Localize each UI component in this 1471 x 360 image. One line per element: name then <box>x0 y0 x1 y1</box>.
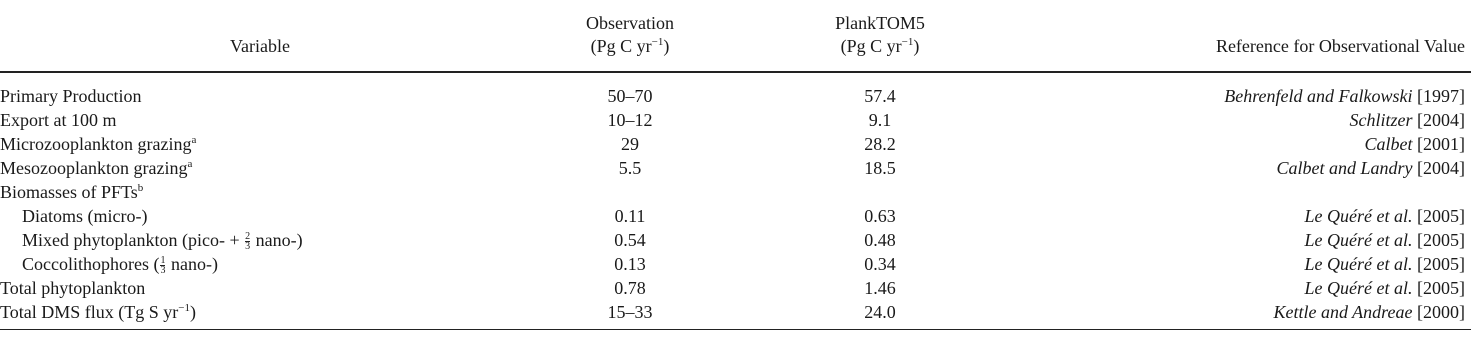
table-row <box>0 84 1471 108</box>
cell-reference: Le Quéré et al. [2005] <box>1304 254 1465 274</box>
table-row <box>0 252 1471 276</box>
cell-variable: Coccolithophores ( $\frac{1}{3}$ nano-) <box>22 254 218 277</box>
header-rule <box>0 71 1471 73</box>
cell-variable: Primary Production <box>0 86 142 106</box>
header-reference: Reference for Observational Value <box>1215 36 1465 56</box>
cell-model: 9.1 <box>868 110 892 130</box>
cell-observation: 15–33 <box>607 302 653 322</box>
cell-variable: Mixed phytoplankton (pico- + $\frac{2}{3}$ nano-) <box>22 230 303 253</box>
cell-observation: 0.11 <box>614 206 646 226</box>
cell-variable: Export at 100 m <box>0 110 117 130</box>
cell-observation: 29 <box>621 134 639 154</box>
header-observation-title: Observation <box>586 13 674 33</box>
table-row <box>0 108 1471 132</box>
cell-model: 28.2 <box>864 134 896 154</box>
cell-reference: Le Quéré et al. [2005] <box>1304 278 1465 298</box>
cell-variable: Total phytoplankton <box>0 278 146 298</box>
cell-reference: Calbet [2001] <box>1364 134 1465 154</box>
cell-reference: Calbet and Landry [2004] <box>1276 158 1465 178</box>
cell-reference: Le Quéré et al. [2005] <box>1304 206 1465 226</box>
header-model <box>790 12 970 58</box>
header-observation-unit: (Pg C $yr^{-1}$) <box>590 36 670 56</box>
table-row <box>0 204 1471 228</box>
cell-variable: Total DMS flux (Tg S $yr^{-1}$) <box>0 302 196 322</box>
cell-reference: Kettle and Andreae [2000] <box>1273 302 1465 322</box>
cell-reference: Le Quéré et al. [2005] <box>1304 230 1465 250</box>
cell-model: 18.5 <box>864 158 896 178</box>
table-row <box>0 132 1471 156</box>
cell-observation: 0.78 <box>614 278 646 298</box>
fraction-two-thirds: $\frac{2}{3}$ <box>245 231 251 253</box>
cell-observation: 5.5 <box>618 158 642 178</box>
cell-variable: Mesozooplankton grazing$^a$ <box>0 158 193 178</box>
cell-observation: 10–12 <box>607 110 653 130</box>
header-variable: Variable <box>230 36 290 56</box>
cell-observation: 50–70 <box>607 86 653 106</box>
table-header <box>0 0 1471 72</box>
cell-model: 1.46 <box>864 278 896 298</box>
cell-model: 57.4 <box>864 86 896 106</box>
table-row <box>0 276 1471 300</box>
cell-model: 0.63 <box>864 206 896 226</box>
table-row <box>0 180 1471 204</box>
cell-observation: 0.13 <box>614 254 646 274</box>
header-model-title: PlankTOM5 <box>835 13 925 33</box>
cell-model: 0.48 <box>864 230 896 250</box>
cell-model: 0.34 <box>864 254 896 274</box>
cell-variable: Biomasses of PFTs$^b$ <box>0 182 144 202</box>
table-row <box>0 156 1471 180</box>
cell-observation: 0.54 <box>614 230 646 250</box>
bottom-rule <box>0 329 1471 330</box>
fraction-one-third: $\frac{1}{3}$ <box>160 255 166 277</box>
cell-reference: Behrenfeld and Falkowski [1997] <box>1224 86 1465 106</box>
cell-reference: Schlitzer [2004] <box>1349 110 1465 130</box>
cell-variable: Diatoms (micro-) <box>22 206 148 226</box>
header-model-unit: (Pg C $yr^{-1}$) <box>840 36 920 56</box>
header-observation <box>540 12 720 58</box>
cell-model: 24.0 <box>864 302 896 322</box>
cell-variable: Microzooplankton grazing$^a$ <box>0 134 197 154</box>
table-row <box>0 228 1471 252</box>
table-row <box>0 300 1471 324</box>
